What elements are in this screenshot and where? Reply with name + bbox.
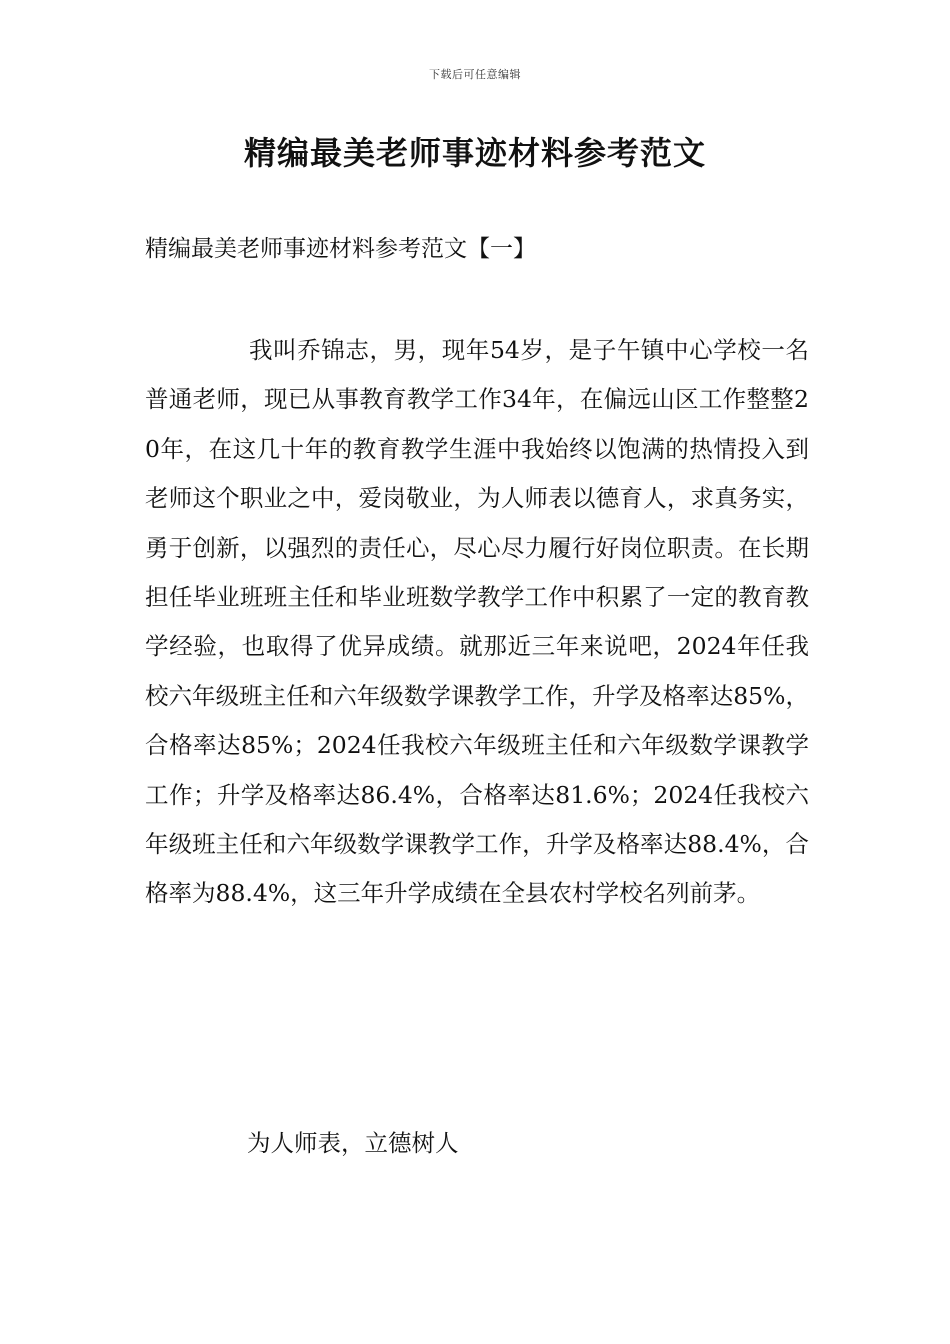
body-paragraph: 我叫乔锦志，男，现年54岁，是子午镇中心学校一名普通老师，现已从事教育教学工作34年，在偏远山区工作整整20年，在这几十年的教育教学生涯中我始终以饱满的热情投入到老师这个职业之中，爱岗敬业，为人师表以德育人，求真务实，勇于创新，以强烈的责任心，尽心尽力履行好岗位职责。在长期担任毕业班班主任和毕业班数学教学工作中积累了一定的教育教学经验，也取得了优异成绩。就那近三年来说吧，2024年任我校六年级班主任和六年级数学课教学工作，升学及格率达85%，合格率达85%；2024任我校六年级班主任和六年级数学课教学工作；升学及格率达86.4%，合格率达81.6%；2024任我校六年级班主任和六年级数学课教学工作，升学及格率达88.4%，合格率为88.4%，这三年升学成绩在全县农村学校名列前茅。 bbox=[145, 336, 809, 908]
section-heading: 精编最美老师事迹材料参考范文【一】 bbox=[145, 236, 536, 262]
sub-heading: 为人师表，立德树人 bbox=[247, 1129, 459, 1157]
document-title: 精编最美老师事迹材料参考范文 bbox=[243, 134, 706, 172]
header-note: 下载后可任意编辑 bbox=[429, 68, 521, 81]
